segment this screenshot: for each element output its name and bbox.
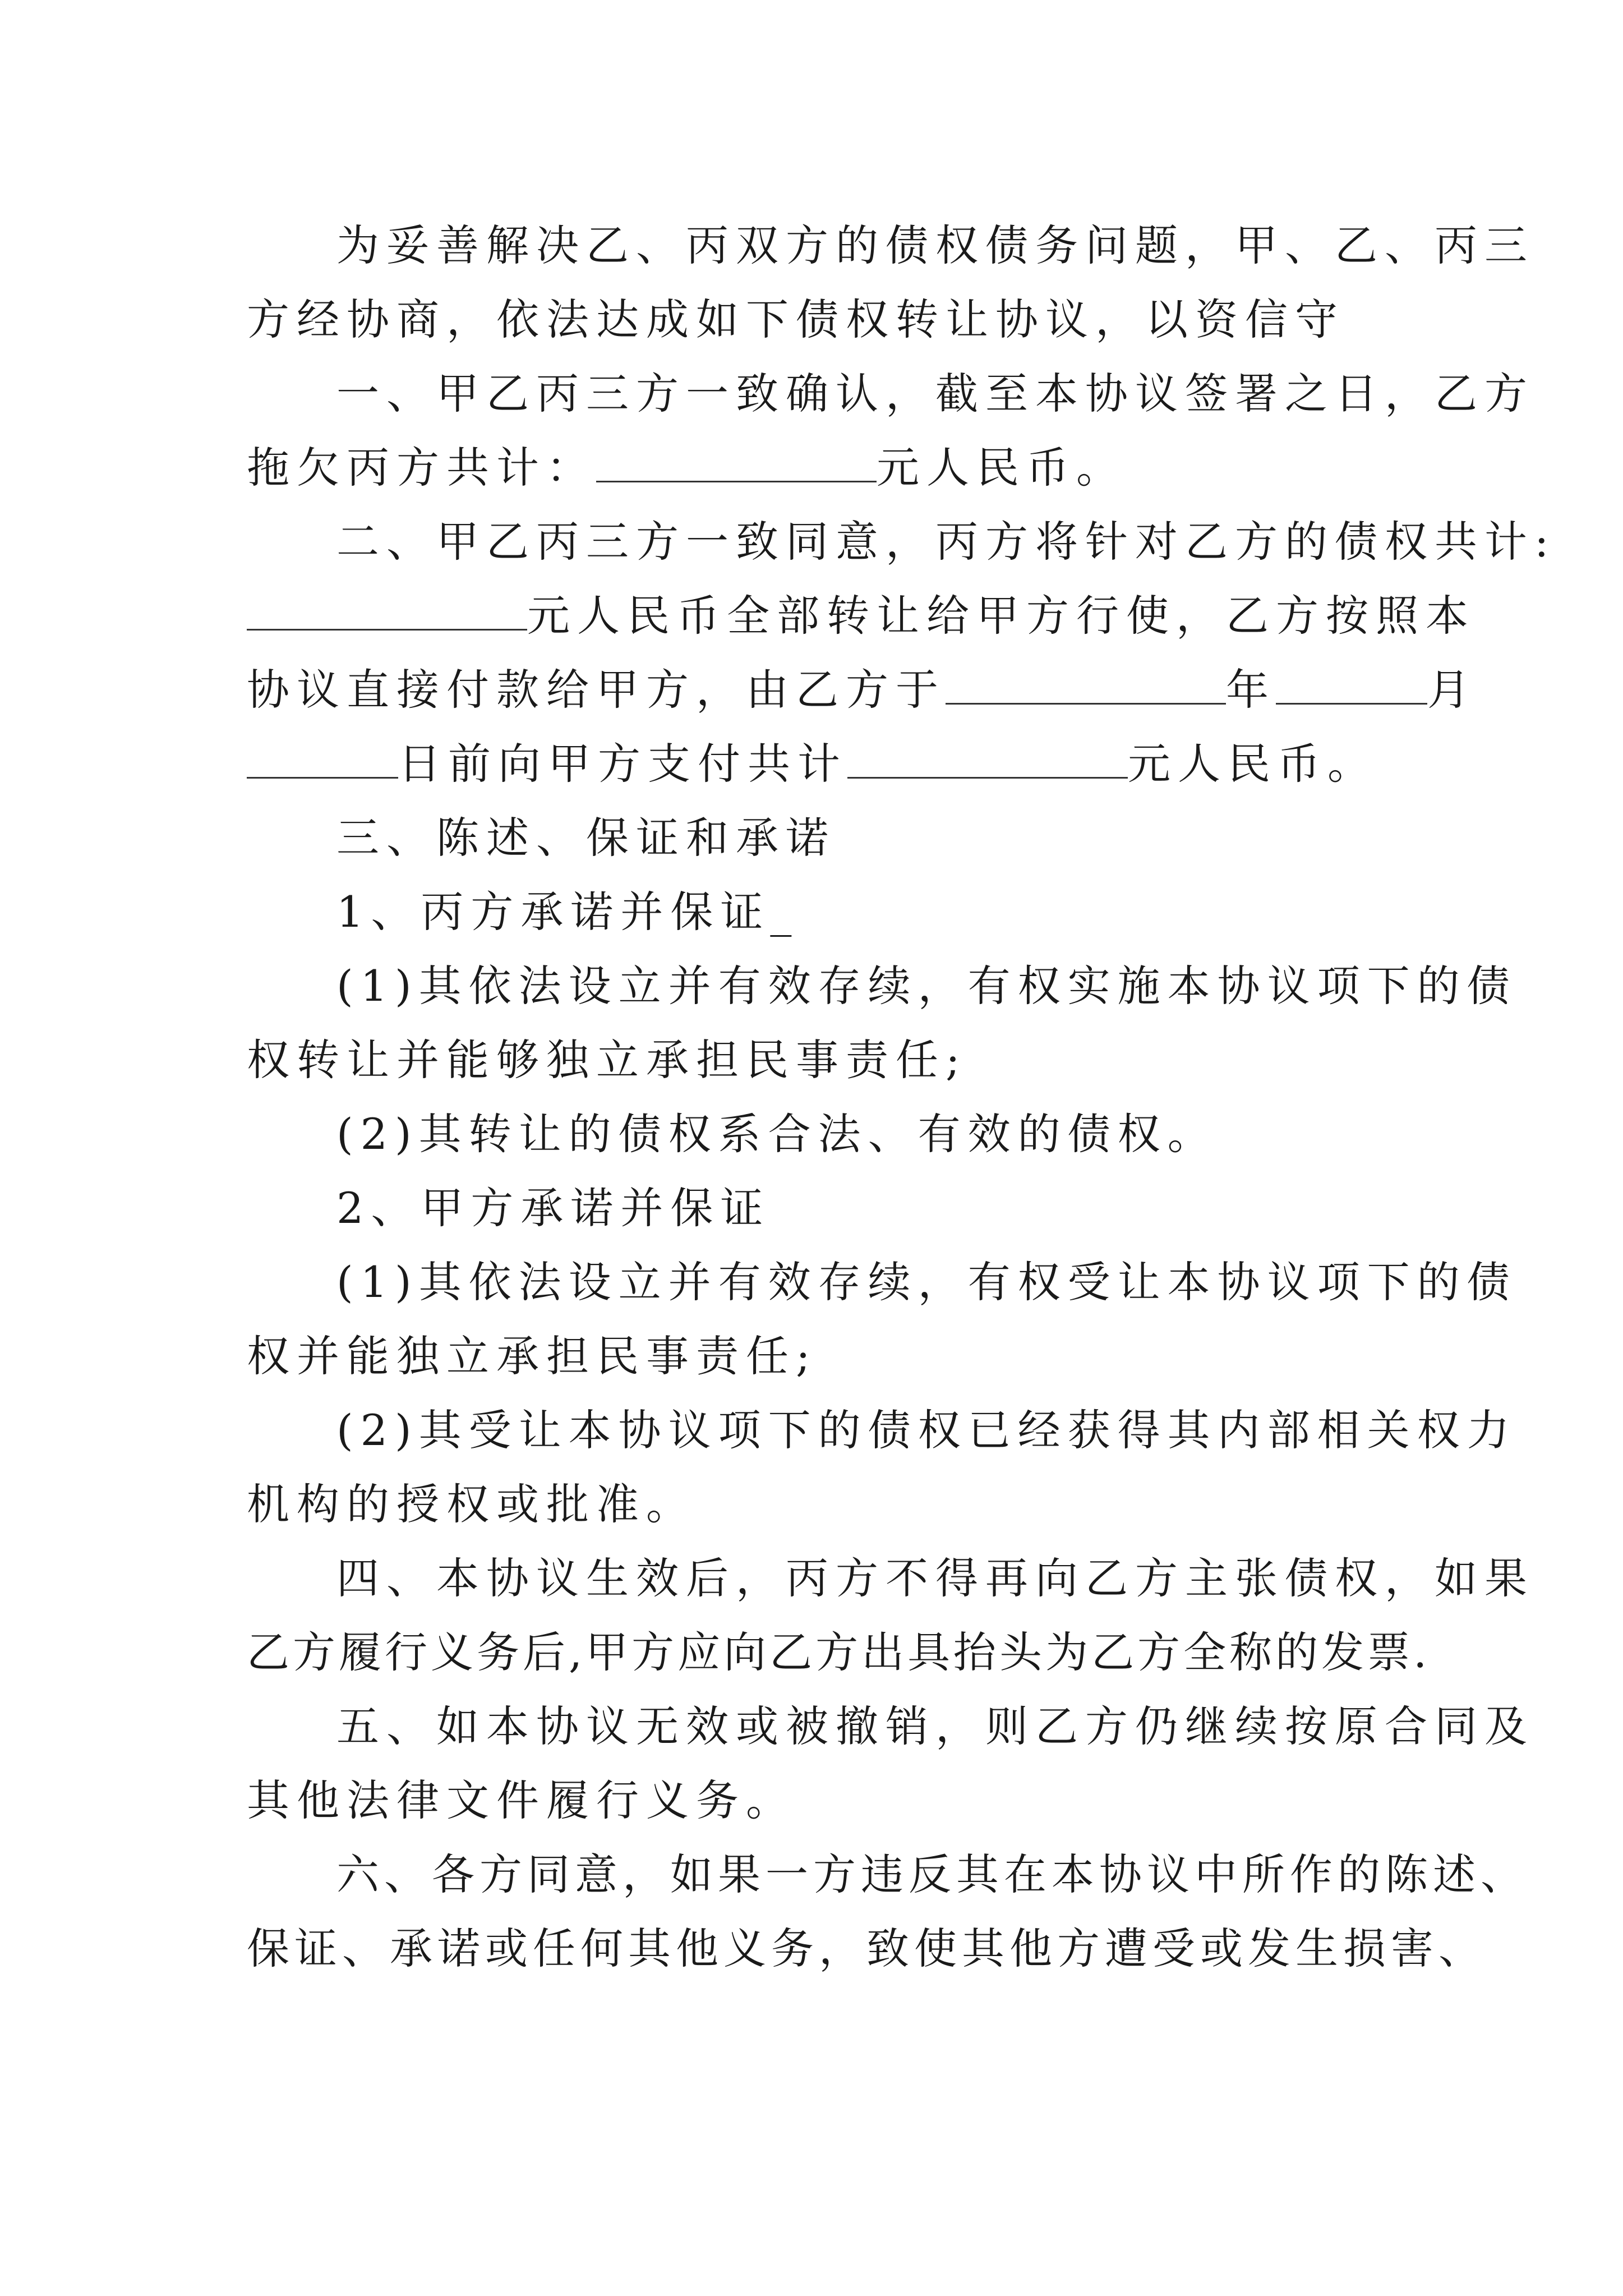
clause-2-text-b: 协议直接付款给甲方，由乙方于 — [247, 665, 946, 715]
clause-3-heading: 三、陈述、保证和承诺 — [336, 813, 836, 863]
clause-3-1-item-1-line-1: (1)其依法设立并有效存续，有权实施本协议项下的债 — [336, 961, 1517, 1011]
clause-1-line-1: 一、甲乙丙三方一致确认，截至本协议签署之日，乙方 — [336, 369, 1534, 418]
paragraph-intro-line-1: 为妥善解决乙、丙双方的债权债务问题，甲、乙、丙三 — [336, 220, 1534, 270]
clause-2-currency: 元人民币。 — [1128, 739, 1377, 789]
clause-3-2-item-1-line-1: (1)其依法设立并有效存续，有权受让本协议项下的债 — [336, 1257, 1517, 1307]
clause-2-line-3 — [247, 663, 1477, 717]
year-label: 年 — [1226, 665, 1276, 715]
clause-3-2-item-1-line-2: 权并能独立承担民事责任; — [247, 1331, 818, 1381]
clause-4-line-1: 四、本协议生效后，丙方不得再向乙方主张债权，如果 — [336, 1553, 1534, 1603]
clause-4-line-2: 乙方履行义务后,甲方应向乙方出具抬头为乙方全称的发票. — [247, 1627, 1431, 1677]
clause-2-text-c: 日前向甲方支付共计 — [398, 739, 847, 789]
payment-amount-blank[interactable] — [847, 741, 1128, 779]
month-blank[interactable] — [1276, 667, 1427, 705]
clause-2-text-a: 元人民币全部转让给甲方行使，乙方按照本 — [527, 591, 1476, 641]
clause-1-text: 拖欠丙方共计： — [247, 443, 596, 493]
year-blank[interactable] — [946, 667, 1226, 705]
clause-3-2-item-2-line-2: 机构的授权或批准。 — [247, 1479, 696, 1529]
clause-5-line-2: 其他法律文件履行义务。 — [247, 1775, 796, 1825]
clause-2-line-4 — [247, 737, 1377, 791]
clause-1-line-2 — [247, 441, 1126, 495]
clause-2-line-1: 二、甲乙丙三方一致同意，丙方将针对乙方的债权共计: — [336, 517, 1556, 567]
paragraph-intro-line-2: 方经协商，依法达成如下债权转让协议，以资信守 — [247, 295, 1345, 344]
clause-3-2-heading: 2、甲方承诺并保证 — [336, 1183, 771, 1233]
clause-3-1-item-2: (2)其转让的债权系合法、有效的债权。 — [336, 1109, 1218, 1159]
day-blank[interactable] — [247, 741, 398, 779]
clause-3-1-item-1-line-2: 权转让并能够独立承担民事责任; — [247, 1035, 967, 1085]
amount-blank[interactable] — [596, 445, 877, 482]
month-label: 月 — [1427, 665, 1477, 715]
clause-1-currency: 元人民币。 — [877, 443, 1126, 493]
clause-3-1-heading: 1、丙方承诺并保证_ — [336, 887, 799, 937]
clause-3-2-item-2-line-1: (2)其受让本协议项下的债权已经获得其内部相关权力 — [336, 1405, 1517, 1455]
clause-5-line-1: 五、如本协议无效或被撤销，则乙方仍继续按原合同及 — [336, 1701, 1534, 1751]
clause-2-line-2 — [247, 589, 1476, 643]
clause-6-line-1: 六、各方同意，如果一方违反其在本协议中所作的陈述、 — [336, 1849, 1528, 1899]
clause-6-line-2: 保证、承诺或任何其他义务，致使其他方遭受或发生损害、 — [247, 1924, 1486, 1973]
transfer-amount-blank[interactable] — [247, 593, 527, 631]
